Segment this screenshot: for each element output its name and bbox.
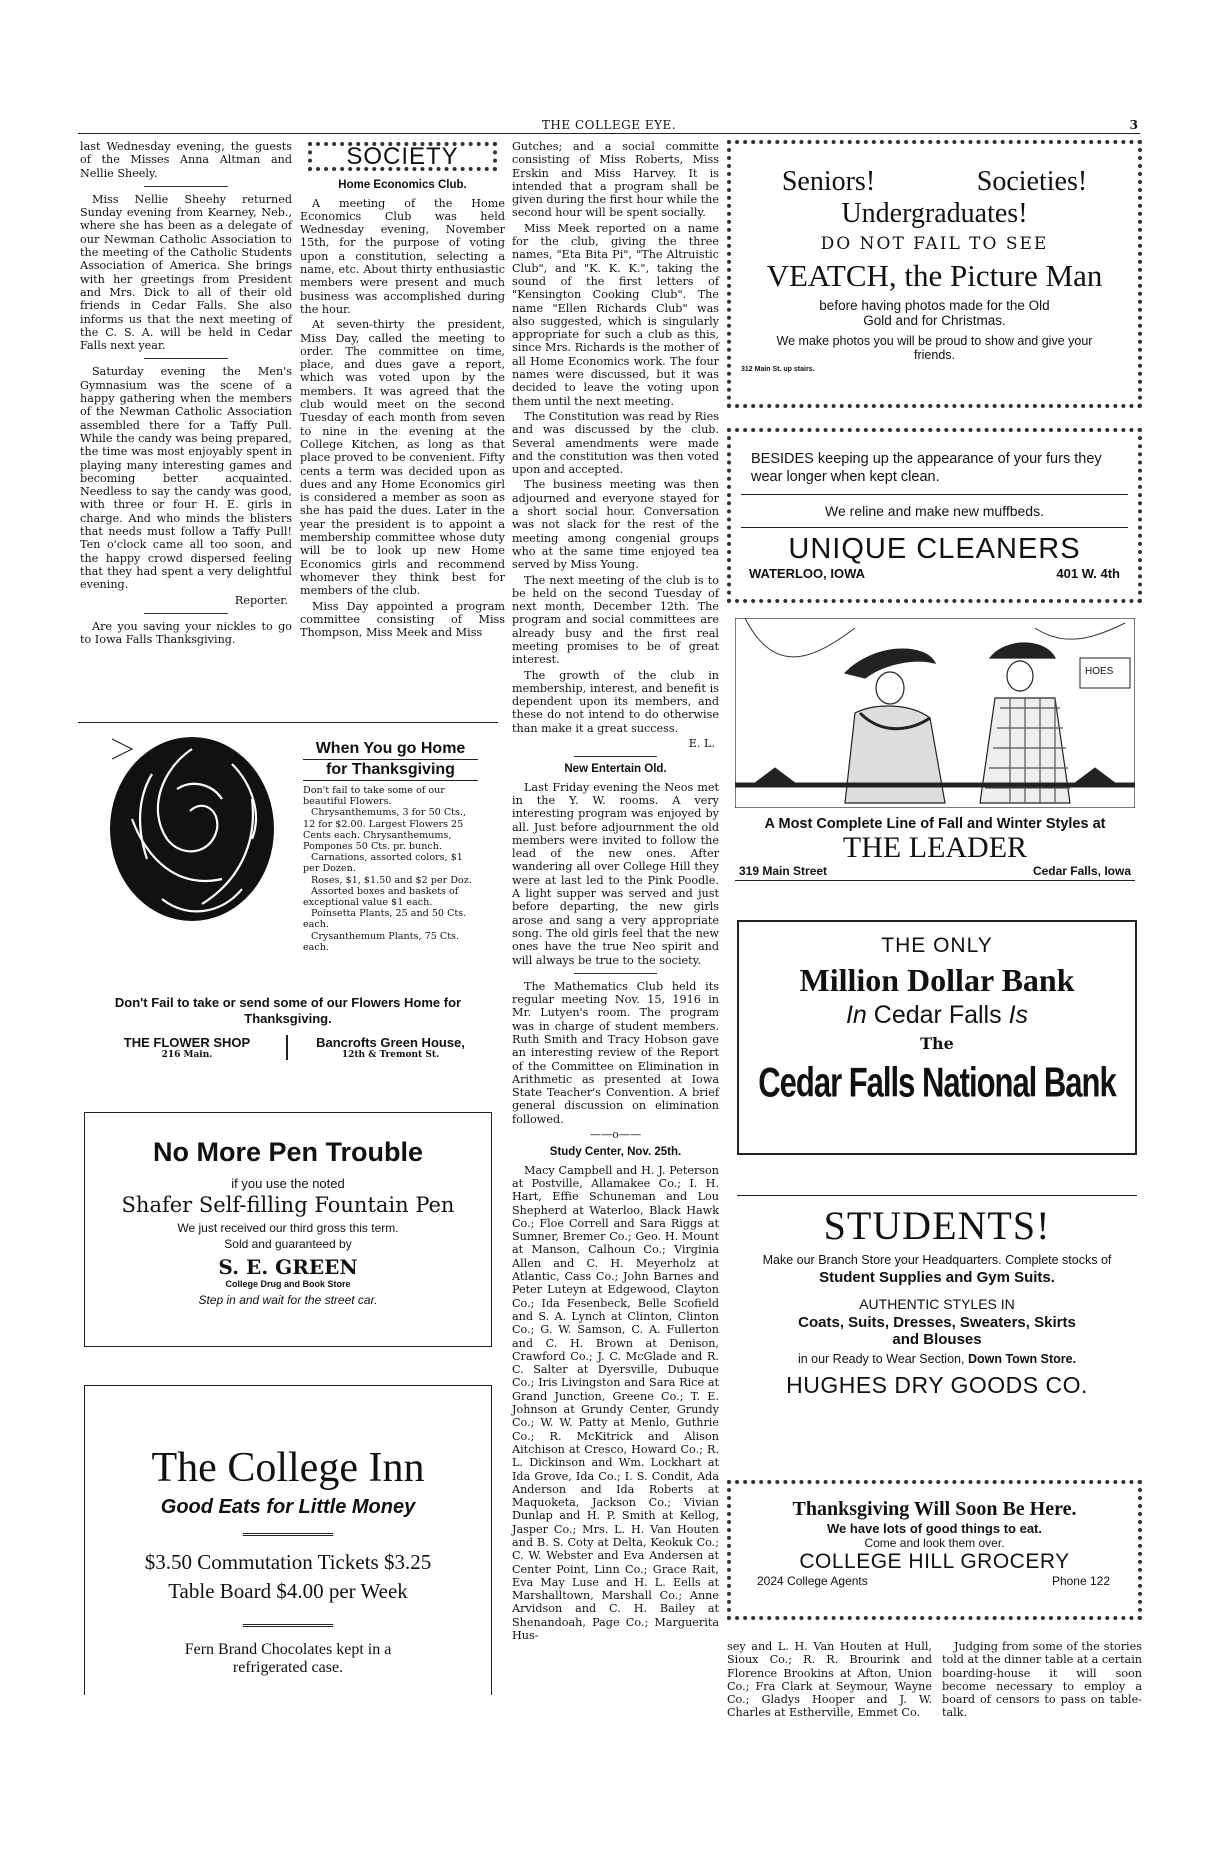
article-subhead: Home Economics Club. [338,179,467,192]
article-paragraph: The business meeting was then adjourned and everyone stayed for a short social hour. Conversation was not slack for the rest of the meeting among congenial groups who at the same time enjoyed tea served by Miss Young. [512,478,719,572]
divider [144,358,229,359]
fashion-illustration [735,618,1135,808]
flower-banner: Don't Fail to take or send some of our Flowers Home for Thanksgiving. [114,995,462,1026]
divider [243,1533,333,1536]
masthead [78,118,1140,134]
shop-name: THE FLOWER SHOP [123,1035,251,1050]
divider [574,756,657,757]
ad-text: before having photos made for the Old Gold and for Christmas. [819,298,1050,328]
ad-text: Make our Branch Store your Headquarters. Complete stocks of [762,1253,1112,1267]
ad-headline: Seniors! [781,166,876,197]
ad-headline: The College Inn [151,1445,425,1491]
society-heading: SOCIETY [308,142,497,171]
greenhouse-name [293,1035,488,1060]
article-subhead: Study Center, Nov. 25th. [549,1146,682,1159]
ad-text: Table Board $4.00 per Week [168,1579,408,1603]
ad-text-row [737,1352,1137,1366]
ad-text: Cedar Falls [873,1001,1002,1029]
newspaper-title: THE COLLEGE EYE. [541,118,677,132]
ad-text: Come and look them over. [864,1536,1005,1550]
ad-text: THE ONLY [881,934,993,957]
national-bank-ad [737,920,1137,1155]
ad-address: 312 Main St. up stairs. [741,366,815,373]
column-1 [80,140,292,648]
ad-text: in our Ready to Wear Section, [797,1352,965,1366]
ad-text: AUTHENTIC STYLES IN [859,1296,1015,1312]
ad-text: Coats, Suits, Dresses, Sweaters, Skirts [798,1314,1076,1331]
divider [741,494,1128,495]
ad-text: DO NOT FAIL TO SEE [820,234,1049,254]
article-paragraph: Saturday evening the Men's Gymnasium was the scene of a happy gathering when the members of the Newman Catholic Association assembled there for a Taffy Pull. While the candy was being prepared, the time was most enjoyably spent in playing many interesting games and becoming better acquainted. Needless to say the candy was good, with three or four H. E. girls in charge. And who minds the blisters that needs must follow a Taffy Pull! Ten o'clock came all too soon, and the happy crowd dispersed feeling that they had spent a very delightful evening. [80,365,292,592]
ad-text: Sold and guaranteed by [224,1237,352,1251]
article-paragraph: Judging from some of the stories told at the dinner table at a certain boarding-house it will soon become necessary to employ a board of censors to pass on table-talk. [942,1640,1143,1720]
divider [574,973,657,974]
article-paragraph: Are you saving your nickles to go to Iowa Falls Thanksgiving. [80,619,292,647]
ad-address-row [757,1574,1110,1588]
article-paragraph: The Mathematics Club held its regular meeting Nov. 15, 1916 in Mr. Lutyen's room. The program was in charge of student members. Ruth Smith and Tracy Hobson gave an interesting review of the Report of the Committee on Elimination in Arithmetic as presented at Iowa State Teacher's Convention. A brief general discussion on elimination followed. [512,979,719,1126]
column-3 [512,140,719,1644]
college-hill-grocery-ad [727,1480,1142,1620]
college-inn-ad [84,1385,492,1695]
ad-city: WATERLOO, IOWA [749,566,866,581]
separator: ——o—— [589,1128,642,1142]
ad-text: The [920,1034,954,1053]
ad-address: 401 W. 4th [1056,566,1120,581]
ad-text: Roses, $1, $1.50 and $2 per Doz. [311,874,472,886]
article-signature: Reporter. [234,593,288,607]
ad-headline: STUDENTS! [823,1203,1051,1248]
ad-text: Student Supplies and Gym Suits. [819,1269,1055,1286]
ad-text: We just received our third gross this term. [177,1221,399,1235]
shop-sign: HOES [1085,666,1114,677]
rose-illustration [92,729,287,934]
ad-city: Cedar Falls, Iowa [1032,864,1131,878]
ad-text: Poinsetta Plants, 25 and 50 Cts. each. [303,908,467,931]
ad-text: $3.50 Commutation Tickets $3.25 [144,1550,432,1574]
veatch-photo-ad [727,140,1142,408]
ad-text: Fern Brand Chocolates kept in a refrigerated case. [184,1641,392,1676]
article-paragraph: The next meeting of the club is to be held on the second Tuesday of next month, December 12th. The program and social committees are already busy and the first real meeting promises to be of great interest. [512,573,719,667]
ad-tagline: Good Eats for Little Money [160,1496,416,1518]
ad-headline: Million Dollar Bank [799,962,1075,998]
column-2 [300,140,505,641]
ad-name: THE LEADER [842,831,1028,864]
ad-text: Step in and wait for the street car. [198,1293,378,1307]
flower-shop-name [88,1035,288,1060]
page-number: 3 [1129,118,1138,132]
ad-text: Crysanthemum Plants, 75 Cts. each. [303,930,460,953]
ad-text: We have lots of good things to eat. [827,1521,1042,1536]
ad-name: COLLEGE HILL GROCERY [799,1550,1070,1573]
fountain-pen-ad [84,1112,492,1347]
ad-text-row [739,1001,1135,1030]
ad-headline: Thanksgiving Will Soon Be Here. [792,1498,1077,1520]
ad-text: Chrysanthemums, 3 for 50 Cts., 12 for $2.00. Largest Flowers 25 Cents each. Chrysanthemums, Pompones 50 Cts. pr. bunch. [303,807,467,853]
article-paragraph: At seven-thirty the president, Miss Day, called the meeting to order. The committee on time, place, and dues gave a report, which was voted upon by the members. It was agreed that the club would meet on the second Tuesday of each month from seven to nine in the evening at the College Kitchen, as long as that place proved to be convenient. Fifty cents a term was decided upon as dues and any Home Economics girl is considered a member as soon as she has paid the dues. Later in the year the president is to appoint a membership committee whose duty will be to look up new Home Economics girls and recommend whomever they think best for members of the club. [300,318,505,598]
article-signature: E. L. [688,737,715,751]
hughes-dry-goods-ad [737,1195,1137,1455]
ad-address-row [735,864,1135,881]
ad-headline: When You go Home [303,739,478,760]
flower-price-list [303,739,478,953]
ad-text: In [845,1001,867,1029]
ad-headline: No More Pen Trouble [152,1137,424,1167]
article-paragraph: The growth of the club in membership, interest, and benefit is dependent upon its members, and these do not intend to do otherwise than make it a great success. [512,668,719,735]
article-paragraph: Gutches; and a social committe consisting of Miss Roberts, Miss Erskin and Miss Harvey. It is intended that a program shall be given during the first hour while the second hour will be spent socially. [512,140,719,220]
article-paragraph: Macy Campbell and H. J. Peterson at Postville, Allamakee Co.; I. H. Hart, Effie Schuneman and Lou Shepherd at Waterloo, Black Hawk Co.; Floe Correll and Sara Riggs at Sumner, Bremer Co.; Geo. H. Mount at Manson, Calhoun Co.; Virginia Allen and C. H. Meyerholz at Atlantic, Cass Co.; John Barnes and Peter Luteyn at Edgewood, Clayton Co.; Ida Fesenbeck, Belle Scofield and S. A. Lynch at Clinton, Clinton Co.; G. W. Samson, C. A. Fullerton and C. H. Brown at Denison, Crawford Co.; J. C. McGlade and R. C. Salter at Dyersville, Dubuque Co.; Iris Livingston and Sara Rice at Grand Junction, Greene Co.; T. E. Johnson at Grundy Center, Grundy Co.; W. W. Patty at Menlo, Guthrie Co.; R. McKitrick and Alison Aitchison at Cresco, Howard Co.; R. L. Dickinson and Wm. Lockhart at Ida Grove, Ida Co.; I. S. Condit, Ada Anderson and Ida Roberts at Maquoketa, Jackson Co.; Vivian Dunlap and H. P. Smith at Kellog, Jasper Co.; Mrs. L. H. Van Houten and B. S. Coty at Delta, Keokuk Co.; C. W. Webster and Eva Andersen at Center Point, Linn Co.; Grace Rait, Eva May Luse and H. L. Eells at Marshalltown, Marshall Co.; Anne Arvidson and C. H. Bailey at Shenandoah, Page Co.; Marguerita Hus- [512,1163,719,1643]
ad-text: if you use the noted [231,1176,345,1191]
ad-headline-row [731,166,1138,198]
column-4-bottom [727,1640,932,1722]
ad-text: Is [1008,1001,1029,1029]
ad-address-row [749,566,1120,581]
ad-text: Down Town Store. [967,1352,1077,1366]
divider [741,527,1128,528]
article-paragraph: The Constitution was read by Ries and was discussed by the club. Several amendments were made and the constitution was then voted upon and accepted. [512,409,719,477]
article-paragraph: Miss Nellie Sheehy returned Sunday evening from Kearney, Neb., where she has been as a delegate of our Newman Catholic Association to the meeting of the Catholic Students Association of America. She brings with her greetings from President and Mrs. Dick to all of their old friends in Cedar Falls. She also informs us that the next meeting of the C. S. A. will be held in Cedar Falls next year. [80,192,292,353]
shop-name: Bancrofts Green House, [316,1035,465,1050]
divider [144,613,229,614]
flower-shop-ad [78,722,498,1065]
column-5-bottom [942,1640,1142,1722]
ad-phone: Phone 122 [1051,1574,1110,1588]
ad-name: S. E. GREEN [218,1255,358,1279]
ad-address: 319 Main Street [739,864,828,878]
ad-text: BESIDES keeping up the appearance of your furs they wear longer when kept clean. [751,451,1102,485]
shop-address: 216 Main. [161,1050,213,1060]
ad-text: A Most Complete Line of Fall and Winter Styles at [764,816,1106,832]
ad-name: VEATCH, the Picture Man [766,258,1103,293]
ad-text: Carnations, assorted colors, $1 per Dozen. [303,852,463,875]
ad-headline: for Thanksgiving [303,760,478,781]
ad-name: Cedar Falls National Bank [758,1058,1116,1106]
ad-name: HUGHES DRY GOODS CO. [786,1372,1088,1398]
divider [243,1624,333,1627]
shop-address: 12th & Tremont St. [341,1050,440,1060]
ad-headline: Undergraduates! [841,198,1028,229]
ad-text: College Drug and Book Store [225,1279,351,1289]
article-paragraph: sey and L. H. Van Houten at Hull, Sioux Co.; R. R. Brourink and Florence Brookins at Afton, Union Co.; Fra Clark at Seymour, Wayne Co.; Gladys Hooper and J. W. Charles at Estherville, Emmet Co. [727,1640,932,1720]
unique-cleaners-ad [727,428,1142,603]
ad-text: Shafer Self-filling Fountain Pen [121,1193,455,1217]
ad-text: Assorted boxes and baskets of exceptional value $1 each. [303,885,459,909]
ad-text: We make photos you will be proud to show and give your friends. [776,334,1093,362]
article-paragraph: Miss Day appointed a program committee consisting of Miss Thompson, Miss Meek and Miss [300,599,505,640]
article-paragraph: Miss Meek reported on a name for the club, giving the three names, "Eta Bita Pi", "The Altruistic Club", and "K. K. K.", taking the sound of the first letters of "Kensington Cooking Club". The name "Ellen Richards Club" was also suggested, which is singularly appropriate for such a club as this, since Mrs. Richards is the mother of all Home Economics work. The four names were discussed, but it was decided to leave the voting upon them until the next meeting. [512,221,719,408]
article-paragraph: Last Friday evening the Neos met in the Y. W. rooms. A very interesting program was enjoyed by all. Just before adjournment the old members were invited to follow the lead of the new ones. After wandering all over College Hill they were at last led to the Pink Poodle. A light supper was served and just before departing, the new girls arose and sang a very appropriate song. The old girls feel that the new ones have the true Neo spirit and will always be true to the society. [512,780,719,967]
article-paragraph: A meeting of the Home Economics Club was held Wednesday evening, November 15th, for the purpose of voting upon a constitution, selecting a name, etc. About thirty enthusiastic members were present and much business was accomplished during the hour. [300,196,505,316]
article-paragraph: last Wednesday evening, the guests of the Misses Anna Altman and Nellie Sheely. [80,140,292,180]
ad-text: and Blouses [892,1331,982,1348]
the-leader-ad [735,618,1135,898]
divider [144,186,229,187]
ad-name: UNIQUE CLEANERS [788,533,1081,565]
ad-headline: Societies! [976,166,1088,197]
ad-text: We reline and make new muffbeds. [825,503,1044,519]
ad-text: Don't fail to take some of our beautiful Flowers. [303,785,445,808]
article-subhead: New Entertain Old. [564,763,667,776]
ad-agents: 2024 College Agents [757,1574,868,1588]
